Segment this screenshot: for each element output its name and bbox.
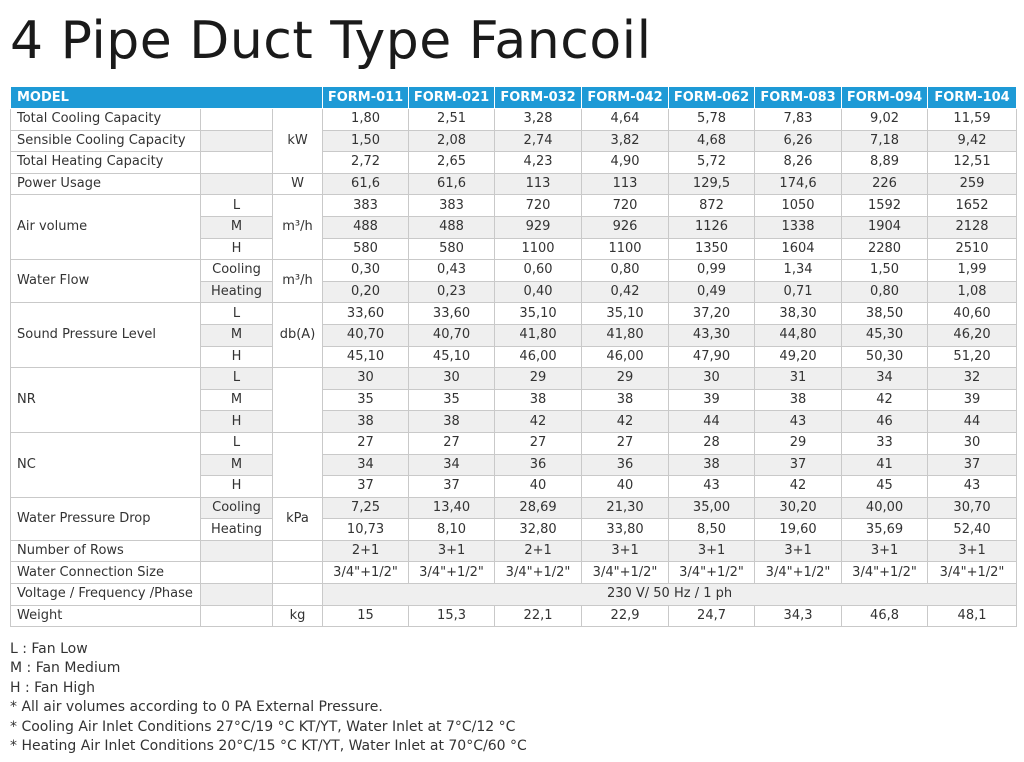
value-cell: 383 <box>323 195 409 217</box>
value-cell: 488 <box>323 216 409 238</box>
value-cell: 1604 <box>755 238 842 260</box>
spec-table-body <box>11 109 1017 627</box>
value-cell: 40,00 <box>842 497 928 519</box>
row-label: Weight <box>11 605 201 627</box>
model-header: FORM-062 <box>669 87 755 109</box>
row-unit <box>273 432 323 497</box>
value-cell: 41 <box>842 454 928 476</box>
value-cell: 22,1 <box>495 605 582 627</box>
value-cell: 1904 <box>842 216 928 238</box>
value-cell: 30,70 <box>928 497 1017 519</box>
value-cell: 1126 <box>669 216 755 238</box>
value-cell: 27 <box>582 432 669 454</box>
value-cell: 1,08 <box>928 281 1017 303</box>
value-cell: 30,20 <box>755 497 842 519</box>
value-cell: 43 <box>755 411 842 433</box>
value-cell: 37 <box>409 476 495 498</box>
value-cell: 3/4"+1/2" <box>669 562 755 584</box>
value-cell: 38 <box>409 411 495 433</box>
value-cell: 30 <box>669 368 755 390</box>
value-cell: 52,40 <box>928 519 1017 541</box>
page-title: 4 Pipe Duct Type Fancoil <box>10 11 652 71</box>
value-cell: 32 <box>928 368 1017 390</box>
row-sub-label: H <box>201 476 273 498</box>
value-cell: 43 <box>669 476 755 498</box>
value-cell: 0,40 <box>495 281 582 303</box>
value-cell: 113 <box>495 173 582 195</box>
value-cell: 3+1 <box>582 540 669 562</box>
value-cell: 1050 <box>755 195 842 217</box>
model-header: FORM-021 <box>409 87 495 109</box>
value-cell: 51,20 <box>928 346 1017 368</box>
row-unit: m³/h <box>273 260 323 303</box>
row-unit <box>273 368 323 433</box>
value-cell: 6,26 <box>755 130 842 152</box>
value-cell: 21,30 <box>582 497 669 519</box>
value-cell: 0,23 <box>409 281 495 303</box>
value-cell: 38 <box>323 411 409 433</box>
value-cell: 27 <box>409 432 495 454</box>
value-cell: 929 <box>495 216 582 238</box>
row-label: Water Connection Size <box>11 562 201 584</box>
value-cell: 5,72 <box>669 152 755 174</box>
value-cell: 11,59 <box>928 109 1017 131</box>
table-row <box>11 173 1017 195</box>
row-label: Water Pressure Drop <box>11 497 201 540</box>
value-cell: 37 <box>755 454 842 476</box>
row-label: NC <box>11 432 201 497</box>
value-cell: 46 <box>842 411 928 433</box>
value-cell: 33,60 <box>409 303 495 325</box>
row-label: Total Heating Capacity <box>11 152 201 174</box>
row-label: NR <box>11 368 201 433</box>
value-cell: 1,34 <box>755 260 842 282</box>
table-row <box>11 195 1017 217</box>
value-cell: 10,73 <box>323 519 409 541</box>
value-cell: 7,18 <box>842 130 928 152</box>
table-row <box>11 605 1017 627</box>
row-unit: m³/h <box>273 195 323 260</box>
value-cell: 926 <box>582 216 669 238</box>
value-cell: 40,70 <box>323 324 409 346</box>
value-cell: 0,80 <box>842 281 928 303</box>
value-cell: 27 <box>323 432 409 454</box>
row-sub-label: H <box>201 238 273 260</box>
value-cell: 30 <box>323 368 409 390</box>
value-cell: 42 <box>582 411 669 433</box>
value-cell: 4,68 <box>669 130 755 152</box>
row-label: Sound Pressure Level <box>11 303 201 368</box>
value-cell: 19,60 <box>755 519 842 541</box>
value-cell: 2128 <box>928 216 1017 238</box>
value-cell: 0,43 <box>409 260 495 282</box>
value-cell: 2+1 <box>323 540 409 562</box>
row-unit <box>273 562 323 584</box>
value-cell: 8,26 <box>755 152 842 174</box>
value-cell: 38 <box>495 389 582 411</box>
row-sub-label: Cooling <box>201 260 273 282</box>
value-cell: 1100 <box>582 238 669 260</box>
table-row <box>11 152 1017 174</box>
value-cell: 4,23 <box>495 152 582 174</box>
value-cell: 3+1 <box>755 540 842 562</box>
model-header: FORM-032 <box>495 87 582 109</box>
row-label: Number of Rows <box>11 540 201 562</box>
value-cell: 8,10 <box>409 519 495 541</box>
value-cell: 30 <box>409 368 495 390</box>
row-sub-label <box>201 605 273 627</box>
value-cell: 720 <box>582 195 669 217</box>
value-cell: 0,20 <box>323 281 409 303</box>
value-cell: 36 <box>495 454 582 476</box>
value-cell: 40 <box>582 476 669 498</box>
value-cell: 7,83 <box>755 109 842 131</box>
value-cell: 12,51 <box>928 152 1017 174</box>
value-cell: 3,82 <box>582 130 669 152</box>
value-cell: 3/4"+1/2" <box>928 562 1017 584</box>
value-cell: 32,80 <box>495 519 582 541</box>
value-cell: 37 <box>928 454 1017 476</box>
row-sub-label <box>201 152 273 174</box>
value-cell: 46,00 <box>495 346 582 368</box>
value-cell: 35,10 <box>582 303 669 325</box>
value-cell: 46,8 <box>842 605 928 627</box>
value-cell: 46,20 <box>928 324 1017 346</box>
table-row <box>11 303 1017 325</box>
row-sub-label: M <box>201 454 273 476</box>
table-row <box>11 497 1017 519</box>
value-cell: 3+1 <box>669 540 755 562</box>
row-unit <box>273 584 323 606</box>
row-label: Air volume <box>11 195 201 260</box>
value-cell: 580 <box>323 238 409 260</box>
row-sub-label: L <box>201 303 273 325</box>
value-cell: 1652 <box>928 195 1017 217</box>
value-cell: 42 <box>495 411 582 433</box>
value-cell: 3+1 <box>409 540 495 562</box>
table-row <box>11 109 1017 131</box>
row-sub-label <box>201 540 273 562</box>
row-label: Water Flow <box>11 260 201 303</box>
row-sub-label: L <box>201 432 273 454</box>
note-line: L : Fan Low <box>10 641 88 657</box>
value-cell: 7,25 <box>323 497 409 519</box>
row-unit: kg <box>273 605 323 627</box>
value-cell: 4,90 <box>582 152 669 174</box>
value-cell: 1592 <box>842 195 928 217</box>
model-header: FORM-042 <box>582 87 669 109</box>
value-cell: 38,30 <box>755 303 842 325</box>
row-unit: kPa <box>273 497 323 540</box>
value-cell: 1,50 <box>323 130 409 152</box>
row-label: Total Cooling Capacity <box>11 109 201 131</box>
value-cell: 9,42 <box>928 130 1017 152</box>
value-cell: 3/4"+1/2" <box>409 562 495 584</box>
table-row <box>11 260 1017 282</box>
row-sub-label <box>201 173 273 195</box>
value-cell: 580 <box>409 238 495 260</box>
value-cell: 35,10 <box>495 303 582 325</box>
value-cell: 48,1 <box>928 605 1017 627</box>
value-cell: 1350 <box>669 238 755 260</box>
row-unit: db(A) <box>273 303 323 368</box>
header-row <box>11 87 1017 109</box>
value-cell: 2,08 <box>409 130 495 152</box>
value-cell: 43 <box>928 476 1017 498</box>
value-cell: 33 <box>842 432 928 454</box>
value-cell: 45,10 <box>409 346 495 368</box>
value-cell: 31 <box>755 368 842 390</box>
value-cell: 36 <box>582 454 669 476</box>
value-cell: 33,80 <box>582 519 669 541</box>
note-line: * All air volumes according to 0 PA External Pressure. <box>10 699 383 716</box>
value-cell: 4,64 <box>582 109 669 131</box>
value-cell: 34 <box>842 368 928 390</box>
value-cell: 39 <box>928 389 1017 411</box>
row-span-value: 230 V/ 50 Hz / 1 ph <box>323 584 1017 606</box>
value-cell: 8,89 <box>842 152 928 174</box>
value-cell: 488 <box>409 216 495 238</box>
value-cell: 1100 <box>495 238 582 260</box>
value-cell: 13,40 <box>409 497 495 519</box>
value-cell: 35 <box>323 389 409 411</box>
value-cell: 49,20 <box>755 346 842 368</box>
value-cell: 40,70 <box>409 324 495 346</box>
value-cell: 61,6 <box>323 173 409 195</box>
value-cell: 872 <box>669 195 755 217</box>
row-sub-label: M <box>201 324 273 346</box>
value-cell: 3,28 <box>495 109 582 131</box>
value-cell: 0,60 <box>495 260 582 282</box>
value-cell: 0,80 <box>582 260 669 282</box>
value-cell: 45 <box>842 476 928 498</box>
note-line: * Heating Air Inlet Conditions 20°C/15 °C KT/YT, Water Inlet at 70°C/60 °C <box>10 738 527 755</box>
value-cell: 35 <box>409 389 495 411</box>
value-cell: 34 <box>409 454 495 476</box>
value-cell: 15,3 <box>409 605 495 627</box>
value-cell: 37,20 <box>669 303 755 325</box>
note-line: M : Fan Medium <box>10 660 121 677</box>
value-cell: 35,00 <box>669 497 755 519</box>
table-row <box>11 584 1017 606</box>
row-sub-label: M <box>201 216 273 238</box>
value-cell: 3/4"+1/2" <box>495 562 582 584</box>
value-cell: 3/4"+1/2" <box>755 562 842 584</box>
row-sub-label: Heating <box>201 519 273 541</box>
spec-table <box>10 86 1017 627</box>
model-header: FORM-083 <box>755 87 842 109</box>
value-cell: 2510 <box>928 238 1017 260</box>
value-cell: 34,3 <box>755 605 842 627</box>
value-cell: 43,30 <box>669 324 755 346</box>
row-label: Voltage / Frequency /Phase <box>11 584 201 606</box>
value-cell: 38,50 <box>842 303 928 325</box>
note-line: * Cooling Air Inlet Conditions 27°C/19 °C KT/YT, Water Inlet at 7°C/12 °C <box>10 718 516 735</box>
table-row <box>11 368 1017 390</box>
value-cell: 2,74 <box>495 130 582 152</box>
value-cell: 1,80 <box>323 109 409 131</box>
value-cell: 3/4"+1/2" <box>323 562 409 584</box>
value-cell: 44 <box>928 411 1017 433</box>
row-sub-label: L <box>201 195 273 217</box>
value-cell: 44 <box>669 411 755 433</box>
value-cell: 2280 <box>842 238 928 260</box>
note-line: H : Fan High <box>10 679 95 696</box>
value-cell: 61,6 <box>409 173 495 195</box>
row-sub-label: Heating <box>201 281 273 303</box>
value-cell: 0,30 <box>323 260 409 282</box>
value-cell: 5,78 <box>669 109 755 131</box>
value-cell: 45,10 <box>323 346 409 368</box>
value-cell: 259 <box>928 173 1017 195</box>
row-sub-label <box>201 584 273 606</box>
value-cell: 38 <box>669 454 755 476</box>
value-cell: 29 <box>582 368 669 390</box>
value-cell: 0,42 <box>582 281 669 303</box>
value-cell: 129,5 <box>669 173 755 195</box>
value-cell: 42 <box>755 476 842 498</box>
value-cell: 0,99 <box>669 260 755 282</box>
value-cell: 34 <box>323 454 409 476</box>
value-cell: 2,72 <box>323 152 409 174</box>
value-cell: 47,90 <box>669 346 755 368</box>
value-cell: 1,50 <box>842 260 928 282</box>
value-cell: 3/4"+1/2" <box>842 562 928 584</box>
value-cell: 1338 <box>755 216 842 238</box>
row-sub-label: H <box>201 411 273 433</box>
model-header: FORM-094 <box>842 87 928 109</box>
row-unit: kW <box>273 109 323 174</box>
value-cell: 15 <box>323 605 409 627</box>
value-cell: 46,00 <box>582 346 669 368</box>
value-cell: 45,30 <box>842 324 928 346</box>
table-row <box>11 432 1017 454</box>
value-cell: 0,71 <box>755 281 842 303</box>
header-model-label: MODEL <box>11 87 323 109</box>
row-unit: W <box>273 173 323 195</box>
value-cell: 29 <box>755 432 842 454</box>
row-unit <box>273 540 323 562</box>
value-cell: 40 <box>495 476 582 498</box>
value-cell: 3+1 <box>928 540 1017 562</box>
value-cell: 3+1 <box>842 540 928 562</box>
value-cell: 174,6 <box>755 173 842 195</box>
value-cell: 27 <box>495 432 582 454</box>
row-sub-label: L <box>201 368 273 390</box>
row-label: Sensible Cooling Capacity <box>11 130 201 152</box>
value-cell: 41,80 <box>495 324 582 346</box>
row-sub-label: Cooling <box>201 497 273 519</box>
value-cell: 38 <box>582 389 669 411</box>
value-cell: 42 <box>842 389 928 411</box>
value-cell: 40,60 <box>928 303 1017 325</box>
model-header: FORM-104 <box>928 87 1017 109</box>
table-row <box>11 540 1017 562</box>
value-cell: 1,99 <box>928 260 1017 282</box>
value-cell: 30 <box>928 432 1017 454</box>
row-sub-label <box>201 130 273 152</box>
value-cell: 35,69 <box>842 519 928 541</box>
value-cell: 0,49 <box>669 281 755 303</box>
row-label: Power Usage <box>11 173 201 195</box>
value-cell: 28,69 <box>495 497 582 519</box>
value-cell: 22,9 <box>582 605 669 627</box>
model-header: FORM-011 <box>323 87 409 109</box>
value-cell: 37 <box>323 476 409 498</box>
row-sub-label: M <box>201 389 273 411</box>
value-cell: 28 <box>669 432 755 454</box>
value-cell: 383 <box>409 195 495 217</box>
value-cell: 29 <box>495 368 582 390</box>
value-cell: 2,51 <box>409 109 495 131</box>
value-cell: 39 <box>669 389 755 411</box>
value-cell: 2,65 <box>409 152 495 174</box>
value-cell: 44,80 <box>755 324 842 346</box>
value-cell: 720 <box>495 195 582 217</box>
value-cell: 2+1 <box>495 540 582 562</box>
value-cell: 24,7 <box>669 605 755 627</box>
notes-section <box>10 640 527 756</box>
value-cell: 38 <box>755 389 842 411</box>
value-cell: 41,80 <box>582 324 669 346</box>
value-cell: 9,02 <box>842 109 928 131</box>
row-sub-label: H <box>201 346 273 368</box>
table-row <box>11 562 1017 584</box>
table-row <box>11 130 1017 152</box>
row-sub-label <box>201 562 273 584</box>
row-sub-label <box>201 109 273 131</box>
value-cell: 3/4"+1/2" <box>582 562 669 584</box>
value-cell: 113 <box>582 173 669 195</box>
value-cell: 8,50 <box>669 519 755 541</box>
value-cell: 50,30 <box>842 346 928 368</box>
value-cell: 226 <box>842 173 928 195</box>
value-cell: 33,60 <box>323 303 409 325</box>
